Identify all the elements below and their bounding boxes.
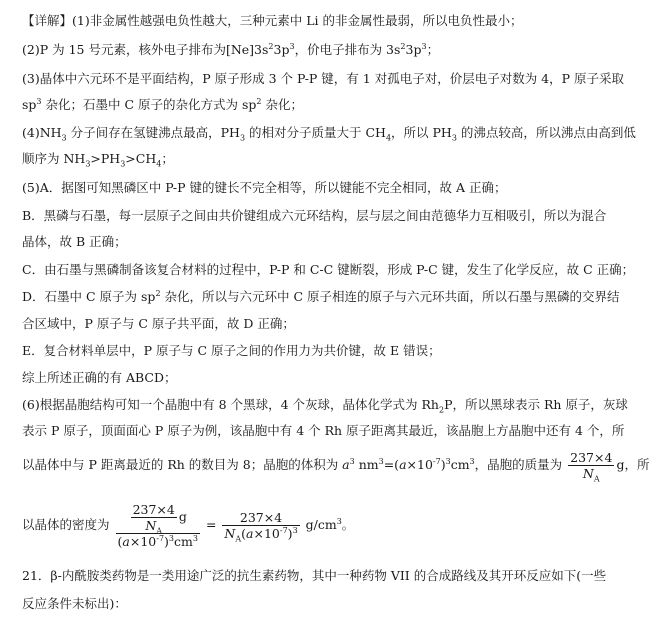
subscript: 2: [438, 405, 445, 415]
superscript: 3: [192, 533, 198, 543]
line-17-part: ，晶胞的质量为: [474, 457, 563, 472]
line-6-part: 顺序为 NH: [22, 151, 86, 166]
superscript: -7: [432, 456, 441, 466]
fraction-numerator: 237×4: [132, 502, 175, 517]
line-2-part: ；: [426, 42, 440, 57]
superscript: 2: [400, 41, 406, 51]
line-16-text: 表示 P 原子，顶面面心 P 原子为例，该晶胞中有 4 个 Rh 原子距离其最近，该晶胞上方晶胞中还有 4 个，所: [22, 423, 625, 438]
line-17-part: ×10: [406, 457, 433, 472]
subscript: A: [593, 474, 600, 484]
line-14-text: 综上所述正确的有 ABCD；: [22, 370, 177, 385]
line-12-text: 合区域中，P 原子与 C 原子共平面，故 D 正确；: [22, 316, 295, 331]
line-5: [22, 125, 636, 141]
line-9: [22, 234, 127, 250]
paren: ): [287, 526, 293, 541]
line-18: [22, 495, 354, 555]
line-6: [22, 151, 174, 167]
line-11-part: 杂化，所以与六元环中 C 原子相连的原子与六元环共面，所以石墨与黑磷的交界结: [160, 289, 620, 304]
inner-fraction: [131, 502, 177, 536]
superscript: 3: [289, 41, 295, 51]
superscript: 3: [445, 456, 451, 466]
line-17-part: ): [440, 457, 446, 472]
subscript: 3: [451, 133, 457, 143]
superscript: 3: [349, 456, 355, 466]
line-2: [22, 42, 439, 58]
line-12: [22, 316, 295, 332]
line-4-part: 杂化；石墨中 C 原子的杂化方式为 sp: [41, 97, 257, 112]
line-2-part: (2)P 为 15 号元素，核外电子排布为[Ne]3s: [22, 42, 269, 57]
subscript: 4: [156, 159, 162, 169]
subscript: A: [235, 534, 242, 544]
variable-a: a: [122, 534, 130, 549]
subscript: A: [156, 526, 163, 536]
line-3-text: (3)晶体中六元环不是平面结构，P 原子形成 3 个 P-P 键，有 1 对孤电子对，价层电子对数为 4，P 原子采取: [22, 71, 625, 86]
superscript: 3: [36, 96, 42, 106]
line-4-part: 杂化；: [261, 97, 303, 112]
subscript: 3: [120, 159, 126, 169]
fraction-numerator: [116, 502, 200, 534]
superscript: -7: [279, 525, 288, 535]
superscript: 3: [168, 533, 175, 543]
line-18-part: 以晶体的密度为: [22, 517, 110, 532]
density-fraction-simple: [222, 510, 299, 544]
line-16: [22, 423, 624, 439]
line-17: [22, 448, 649, 482]
fraction-denominator: [131, 518, 177, 536]
line-4-part: sp: [22, 97, 37, 112]
superscript: 3: [292, 525, 298, 535]
equals-sign: =: [205, 517, 217, 532]
line-15-part: (6)根据晶胞结构可知一个晶胞中有 8 个黑球，4 个灰球，晶体化学式为 Rh: [22, 397, 439, 412]
line-18-part: 。: [341, 517, 355, 532]
line-19: [22, 568, 606, 584]
question-21-text: 21．β-内酰胺类药物是一类用途广泛的抗生素药物，其中一种药物 VII 的合成路线及其开环反应如下(一些: [22, 568, 607, 583]
line-3: [22, 71, 624, 87]
times-ten: ×10: [129, 534, 157, 549]
line-13: [22, 343, 441, 359]
line-17-part: cm: [450, 457, 470, 472]
superscript: -7: [156, 533, 165, 543]
line-1-text: (1)非金属性越强电负性越大，三种元素中 Li 的非金属性最弱，所以电负性最小；: [72, 13, 523, 28]
avogadro-symbol: N: [224, 526, 236, 541]
line-17-part: 以晶体中与 P 距离最近的 Rh 的数目为 8；晶胞的体积为: [22, 457, 343, 472]
paren: (: [241, 526, 247, 541]
line-1: [22, 13, 522, 29]
line-17-part: =(: [383, 457, 400, 472]
variable-a: a: [342, 457, 350, 472]
superscript: 3: [421, 41, 427, 51]
subscript: 4: [385, 133, 392, 143]
line-10-text: C．由石墨与黑磷制备该复合材料的过程中，P-P 和 C-C 键断裂，形成 P-C 键，发生了化学反应，故 C 正确；: [22, 262, 635, 277]
question-21-text-cont: 反应条件未标出)：: [22, 596, 127, 611]
line-11: [22, 289, 620, 305]
superscript: 3: [469, 456, 475, 466]
mass-fraction: [568, 450, 614, 484]
variable-a: a: [246, 526, 254, 541]
line-13-text: E．复合材料单层中，P 原子与 C 原子之间的作用力为共价键，故 E 错误；: [22, 343, 441, 358]
line-9-text: 晶体，故 B 正确；: [22, 234, 127, 249]
line-5-part: 的沸点较高，所以沸点由高到低: [456, 125, 636, 140]
line-6-part: >PH: [90, 151, 121, 166]
line-7-text: (5)A．据图可知黑磷区中 P-P 键的键长不完全相等，所以键能不完全相同，故 A 正确；: [22, 180, 507, 195]
line-6-part: >CH: [125, 151, 157, 166]
paren: (: [117, 534, 123, 549]
line-17-part: g，所: [616, 457, 649, 472]
line-18-part: g/cm: [301, 517, 337, 532]
avogadro-symbol: N: [145, 518, 157, 533]
fraction-denominator: [116, 534, 200, 549]
line-15-part: P，所以黑球表示 Rh 原子，灰球: [444, 397, 628, 412]
line-5-part: ，所以 PH: [391, 125, 452, 140]
superscript: 2: [256, 96, 262, 106]
fraction-numerator: 237×4: [570, 450, 613, 465]
line-15: [22, 397, 628, 413]
line-2-part: 3p: [405, 42, 422, 57]
line-2-part: 3p: [273, 42, 290, 57]
subscript: 3: [239, 133, 246, 143]
subscript: 3: [85, 159, 91, 169]
fraction-numerator: 237×4: [222, 510, 299, 526]
line-17-part: nm: [354, 457, 379, 472]
line-2-part: ，价电子排布为 3s: [294, 42, 401, 57]
line-10: [22, 262, 634, 278]
answer-tag: 【详解】: [22, 13, 73, 28]
line-4: [22, 97, 303, 113]
variable-a: a: [399, 457, 407, 472]
line-5-part: 的相对分子质量大于 CH: [245, 125, 386, 140]
avogadro-symbol: N: [582, 466, 594, 481]
fraction-denominator: [568, 466, 614, 484]
line-5-part: (4)NH: [22, 125, 62, 140]
line-14: [22, 370, 177, 386]
fraction-denominator: [222, 525, 299, 544]
times-ten: ×10: [253, 526, 280, 541]
subscript: 3: [61, 133, 67, 143]
superscript: 3: [336, 516, 342, 526]
line-20: [22, 596, 127, 612]
unit-g: g: [178, 509, 187, 524]
line-8-text: B．黑磷与石墨，每一层原子之间由共价键组成六元环结构，层与层之间由范德华力互相吸引，所以为混合: [22, 208, 607, 223]
density-fraction-compound: [116, 502, 200, 549]
line-5-part: 分子间存在氢键沸点最高，PH: [66, 125, 240, 140]
paren: ): [164, 534, 169, 549]
line-8: [22, 208, 606, 224]
line-6-part: ；: [161, 151, 174, 166]
line-7: [22, 180, 507, 196]
line-11-part: D．石墨中 C 原子为 sp: [22, 289, 156, 304]
superscript: 3: [378, 456, 384, 466]
superscript: 2: [268, 41, 274, 51]
unit-cm: cm: [174, 534, 193, 549]
superscript: 2: [155, 288, 161, 298]
